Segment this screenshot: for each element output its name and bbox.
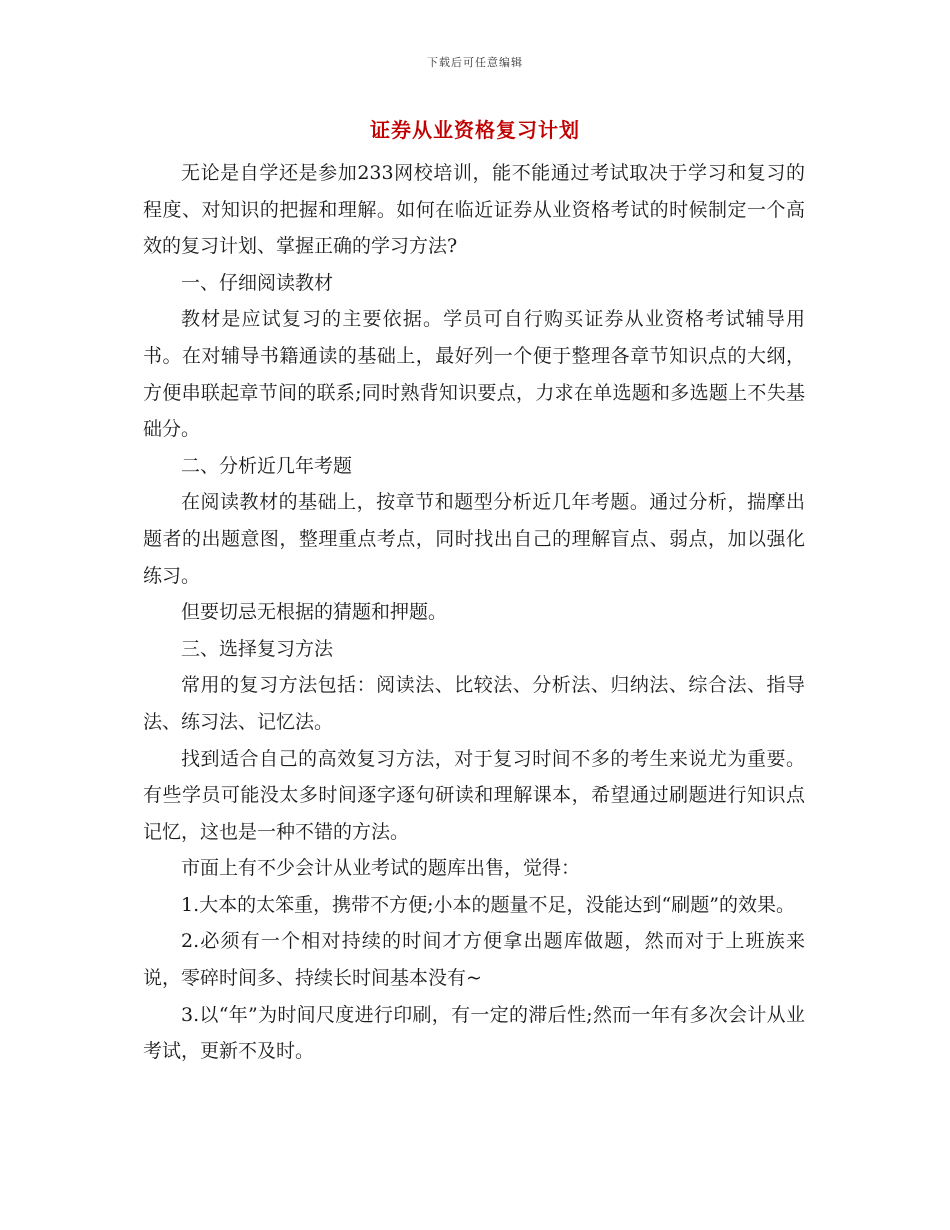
paragraph: 常用的复习方法包括：阅读法、比较法、分析法、归纳法、综合法、指导法、练习法、记忆法。 xyxy=(143,674,805,733)
paragraph: 无论是自学还是参加233网校培训，能不能通过考试取决于学习和复习的程度、对知识的把握和理解。如何在临近证券从业资格考试的时候制定一个高效的复习计划、掌握正确的学习方法? xyxy=(143,162,805,258)
paragraph: 市面上有不少会计从业考试的题库出售，觉得： xyxy=(181,857,581,880)
section-heading: 二、分析近几年考题 xyxy=(181,454,353,477)
document-body xyxy=(143,155,805,1070)
paragraph: 教材是应试复习的主要依据。学员可自行购买证券从业资格考试辅导用书。在对辅导书籍通读的基础上，最好列一个便于整理各章节知识点的大纲，方便串联起章节间的联系;同时熟背知识要点，力求在单选题和多选题上不失基础分。 xyxy=(143,308,805,441)
paragraph: 找到适合自己的高效复习方法，对于复习时间不多的考生来说尤为重要。有些学员可能没太多时间逐字逐句研读和理解课本，希望通过刷题进行知识点记忆，这也是一种不错的方法。 xyxy=(143,747,805,843)
paragraph: 但要切忌无根据的猜题和押题。 xyxy=(181,601,448,624)
header-note: 下载后可任意编辑 xyxy=(427,56,523,69)
paragraph: 在阅读教材的基础上，按章节和题型分析近几年考题。通过分析，揣摩出题者的出题意图，整理重点考点，同时找出自己的理解盲点、弱点，加以强化练习。 xyxy=(143,491,805,587)
list-item: 3.以“年”为时间尺度进行印刷，有一定的滞后性;然而一年有多次会计从业考试，更新不及时。 xyxy=(143,1003,805,1063)
list-item: 1.大本的太笨重，携带不方便;小本的题量不足，没能达到“刷题”的效果。 xyxy=(181,893,795,916)
document-title: 证券从业资格复习计划 xyxy=(370,118,580,142)
section-heading: 一、仔细阅读教材 xyxy=(181,271,334,294)
list-item: 2.必须有一个相对持续的时间才方便拿出题库做题，然而对于上班族来说，零碎时间多、持续长时间基本没有~ xyxy=(143,930,805,990)
section-heading: 三、选择复习方法 xyxy=(181,637,334,660)
